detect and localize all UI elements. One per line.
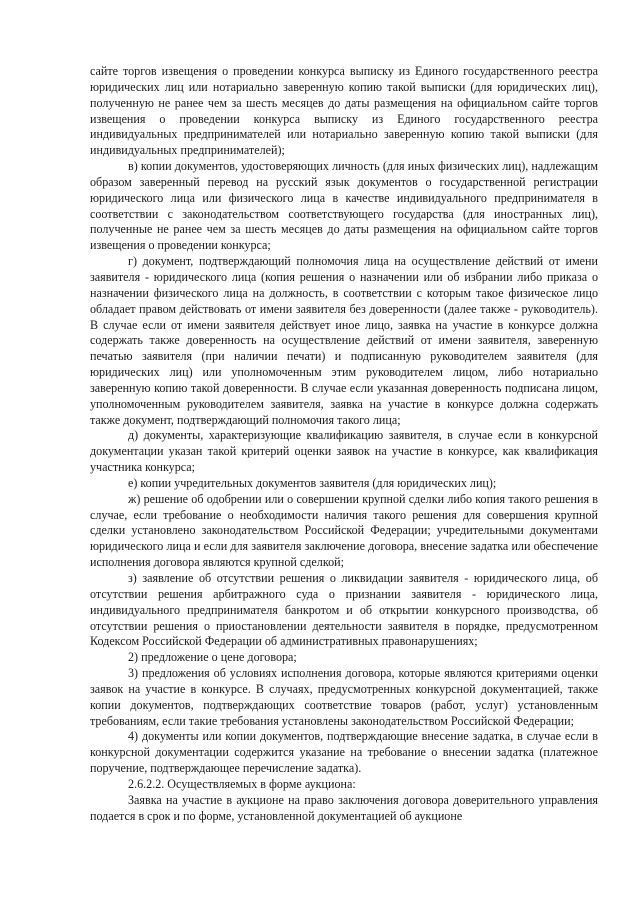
paragraph-auction: Заявка на участие в аукционе на право заключения договора доверительного управления подается в срок и по форме, установленной документацией об аукционе — [90, 792, 598, 823]
paragraph-item-e: е) копии учредительных документов заявителя (для юридических лиц); — [128, 475, 497, 490]
section-heading: 2.6.2.2. Осуществляемых в форме аукциона: — [128, 776, 356, 791]
paragraph-item-z: з) заявление об отсутствии решения о ликвидации заявителя - юридического лица, об отсутствии решения арбитражного суда о признании заявителя - юридического лица, индивидуального предпринимателя банкротом и об открытии конкурсного производства, об отсутствии решения о приостановлении деятельности заявителя в порядке, предусмотренном Кодексом Российской Федерации об административных правонарушениях; — [90, 571, 598, 649]
document-body — [90, 64, 598, 825]
paragraph-item-3: 3) предложения об условиях исполнения договора, которые являются критериями оценки заявок на участие в конкурсе. В случаях, предусмотренных конкурсной документацией, также копии документов, подтверждающих соответствие товаров (работ, услуг) установленным требованиям, если такие требования установлены законодательством Российской Федерации; — [90, 666, 598, 728]
paragraph-continuation: сайте торгов извещения о проведении конкурса выписку из Единого государственного реестра юридических лиц или нотариально заверенную копию такой выписки (для юридических лиц), полученную не ранее чем за шесть месяцев до даты размещения на официальном сайте торгов извещения о проведении конкурса выписку из Единого государственного реестра индивидуальных предпринимателей или нотариально заверенную копию такой выписки (для индивидуальных предпринимателей); — [90, 64, 598, 158]
paragraph-item-v: в) копии документов, удостоверяющих личность (для иных физических лиц), надлежащим образом заверенный перевод на русский язык документов о государственной регистрации юридического лица или физического лица в качестве индивидуального предпринимателя в соответствии с законодательством соответствующего государства (для иностранных лиц), полученные не ранее чем за шесть месяцев до даты размещения на официальном сайте торгов извещения о проведении конкурса; — [90, 159, 598, 253]
paragraph-item-4: 4) документы или копии документов, подтверждающие внесение задатка, в случае если в конкурсной документации содержится указание на требование о внесении задатка (платежное поручение, подтверждающее перечисление задатка). — [90, 729, 598, 776]
paragraph-item-d: д) документы, характеризующие квалификацию заявителя, в случае если в конкурсной документации указан такой критерий оценки заявок на участие в конкурсе, как квалификация участника конкурса; — [90, 428, 598, 475]
paragraph-item-zh: ж) решение об одобрении или о совершении крупной сделки либо копия такого решения в случае, если требование о необходимости наличия такого решения для совершения крупной сделки установлено законодательством Российской Федерации; учредительными документами юридического лица и если для заявителя заключение договора, внесение задатка или обеспечение исполнения договора являются крупной сделкой; — [90, 491, 598, 570]
paragraph-item-2: 2) предложение о цене договора; — [128, 650, 297, 665]
paragraph-item-g: г) документ, подтверждающий полномочия лица на осуществление действий от имени заявителя - юридического лица (копия решения о назначении или об избрании либо приказа о назначении физического лица на должность, в соответствии с которым такое физическое лицо обладает правом действовать от имени заявителя без доверенности (далее также - руководитель). В случае если от имени заявителя действует иное лицо, заявка на участие в конкурсе должна содержать также доверенность на осуществление действий от имени заявителя, заверенную печатью заявителя (при наличии печати) и подписанную руководителем заявителя (для юридических лиц) или уполномоченным этим руководителем лицом, либо нотариально заверенную копию такой доверенности. В случае если указанная доверенность подписана лицом, уполномоченным руководителем заявителя, заявка на участие в конкурсе должна содержать также документ, подтверждающий полномочия такого лица; — [90, 254, 598, 427]
